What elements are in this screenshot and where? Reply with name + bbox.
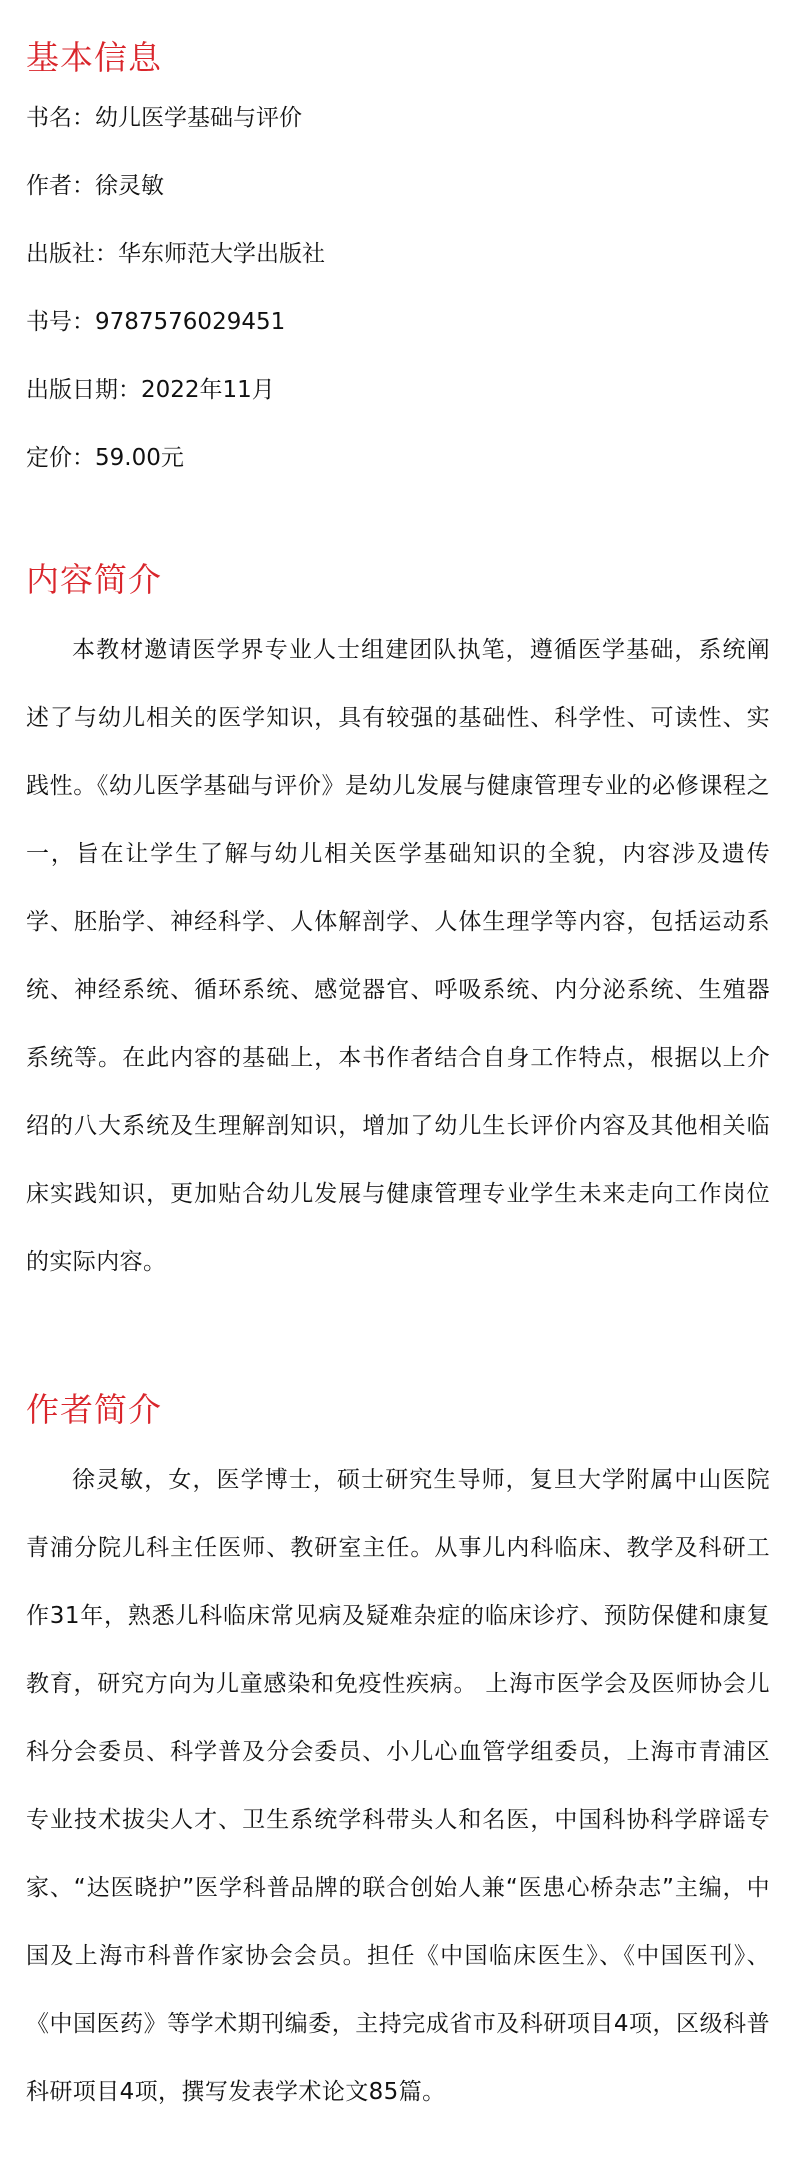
info-label: 出版日期： [26, 377, 141, 403]
info-label: 定价： [26, 445, 95, 471]
info-value: 2022年11月 [141, 377, 275, 403]
info-label: 作者： [26, 173, 95, 199]
info-item-author [26, 172, 770, 200]
info-value: 华东师范大学出版社 [118, 241, 325, 267]
basic-info-list [26, 104, 770, 472]
info-value: 幼儿医学基础与评价 [95, 105, 302, 131]
author-bio-section [26, 1390, 770, 2126]
info-label: 书名： [26, 105, 95, 131]
info-item-book-title [26, 104, 770, 132]
info-item-price [26, 444, 770, 472]
info-label: 出版社： [26, 241, 118, 267]
info-item-isbn [26, 308, 770, 336]
info-label: 书号： [26, 309, 95, 335]
content-summary-section [26, 560, 770, 1296]
info-value: 徐灵敏 [95, 173, 164, 199]
info-item-publish-date [26, 376, 770, 404]
content-summary-heading: 内容简介 [26, 560, 162, 599]
info-value: 59.00元 [95, 445, 184, 471]
basic-info-section [26, 38, 770, 472]
author-bio-heading: 作者简介 [26, 1390, 162, 1429]
info-value: 9787576029451 [95, 309, 286, 335]
basic-info-heading: 基本信息 [26, 38, 162, 77]
content-summary-text: 本教材邀请医学界专业人士组建团队执笔，遵循医学基础，系统阐述了与幼儿相关的医学知识，具有较强的基础性、科学性、可读性、实践性。《幼儿医学基础与评价》是幼儿发展与健康管理专业的必修课程之一，旨在让学生了解与幼儿相关医学基础知识的全貌，内容涉及遗传学、胚胎学、神经科学、人体解剖学、人体生理学等内容，包括运动系统、神经系统、循环系统、感觉器官、呼吸系统、内分泌系统、生殖器系统等。在此内容的基础上，本书作者结合自身工作特点，根据以上介绍的八大系统及生理解剖知识，增加了幼儿生长评价内容及其他相关临床实践知识，更加贴合幼儿发展与健康管理专业学生未来走向工作岗位的实际内容。 [26, 637, 770, 1275]
info-item-publisher [26, 240, 770, 268]
author-bio-text: 徐灵敏，女，医学博士，硕士研究生导师，复旦大学附属中山医院青浦分院儿科主任医师、教研室主任。从事儿内科临床、教学及科研工作31年，熟悉儿科临床常见病及疑难杂症的临床诊疗、预防保健和康复教育，研究方向为儿童感染和免疫性疾病。 上海市医学会及医师协会儿科分会委员、科学普及分会委员、小儿心血管学组委员，上海市青浦区专业技术拔尖人才、卫生系统学科带头人和名医，中国科协科学辟谣专家、“达医晓护”医学科普品牌的联合创始人兼“医患心桥杂志”主编，中国及上海市科普作家协会会员。担任《中国临床医生》、《中国医刊》、《中国医药》等学术期刊编委，主持完成省市及科研项目4项，区级科普科研项目4项，撰写发表学术论文85篇。 [26, 1467, 770, 2105]
